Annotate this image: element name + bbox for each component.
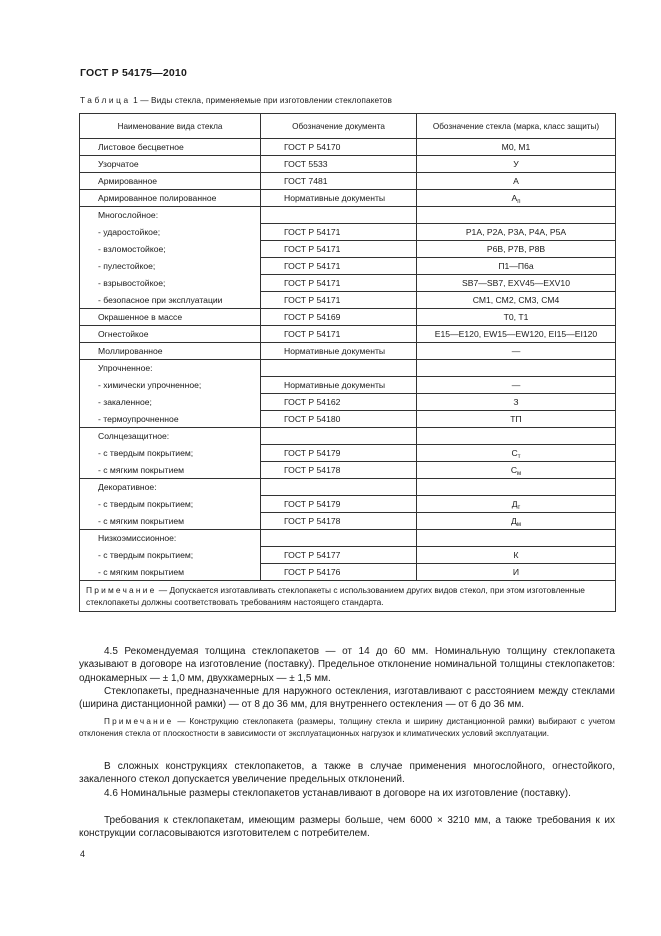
table-group-row: Упрочненное: (80, 360, 616, 377)
table-row: - с мягким покрытием ГОСТ Р 54176 И (80, 564, 616, 581)
table-note-row (80, 581, 616, 612)
table-row: Узорчатое ГОСТ 5533 У (80, 156, 616, 173)
table-row: - взрывостойкое; ГОСТ Р 54171 SB7—SB7, EXV45—EXV10 (80, 275, 616, 292)
table-row: - взломостойкое; ГОСТ Р 54171 P6B, P7B, P8B (80, 241, 616, 258)
table-header-row (80, 114, 616, 139)
table-row: - ударостойкое; ГОСТ Р 54171 P1A, P2A, P3A, P4A, P5A (80, 224, 616, 241)
table-row: Армированное полированное Нормативные документы $А_п$ (80, 190, 616, 207)
table-row: - с мягким покрытием ГОСТ Р 54178 $Д_м$ (80, 513, 616, 530)
table-row: - с твердым покрытием; ГОСТ Р 54179 $Д_т$ (80, 496, 616, 513)
note-paragraph: Примечание — Конструкцию стеклопакета (размеры, толщину стекла и ширину дистанционной рамки) выбирают с учетом отклонения стекла от плоскостности в зависимости от эксплуатационных нагрузок и климатических условий эксплуатации. (79, 717, 615, 738)
table-row: - химически упрочненное; Нормативные документы — (80, 377, 616, 394)
table-group-row: Многослойное: (80, 207, 616, 224)
caption-text: 1 — Виды стекла, применяемые при изготовлении стеклопакетов (130, 95, 392, 105)
column-header: Наименование вида стекла (80, 114, 261, 139)
table-row: - с мягким покрытием ГОСТ Р 54178 $С_м$ (80, 462, 616, 479)
table-row: - безопасное при эксплуатации ГОСТ Р 54171 СМ1, СМ2, СМ3, СМ4 (80, 292, 616, 309)
paragraph-large-sizes: Требования к стеклопакетам, имеющим размеры больше, чем 6000 × 3210 мм, а также требования к их конструкции согласовываются изготовителем с потребителем. (79, 815, 615, 840)
table-note: Примечание — Допускается изготавливать стеклопакеты с использованием других видов стекол, при этом изготовленные стеклопакеты должны соответствовать требованиям настоящего стандарта. (80, 581, 616, 612)
paragraph-4-5-spacing: Стеклопакеты, предназначенные для наружного остекления, изготавливают с расстоянием между стеклами (ширина дистанционной рамки) — от 8 до 36 мм, для внутреннего остекления — от 6 до 36 мм. (79, 686, 615, 711)
table-row: - пулестойкое; ГОСТ Р 54171 П1—П6а (80, 258, 616, 275)
caption-label: Таблица (80, 95, 131, 105)
table-row: Армированное ГОСТ 7481 А (80, 173, 616, 190)
glass-types-table (79, 113, 616, 612)
table-row: Окрашенное в массе ГОСТ Р 54169 Т0, Т1 (80, 309, 616, 326)
table-row: Огнестойкое ГОСТ Р 54171 Е15—Е120, EW15—EW120, EI15—EI120 (80, 326, 616, 343)
paragraph-complex-constructions: В сложных конструкциях стеклопакетов, а также в случае применения многослойного, огнестойкого, закаленного стекол допускается увеличение предельных отклонений. (79, 761, 615, 786)
document-header: ГОСТ Р 54175—2010 (80, 67, 188, 79)
table-row: - закаленное; ГОСТ Р 54162 З (80, 394, 616, 411)
table-group-row: Декоративное: (80, 479, 616, 496)
table-group-row: Солнцезащитное: (80, 428, 616, 445)
table-row: Моллированное Нормативные документы — (80, 343, 616, 360)
paragraph-4-5: 4.5 Рекомендуемая толщина стеклопакетов — от 14 до 60 мм. Номинальную толщину стеклопакета указывают в договоре на изготовление (поставку). Предельное отклонение номинальной толщины стеклопакетов: однокамерных — ± 1,0 мм, двухкамерных — ± 1,5 мм. (79, 646, 615, 684)
table-row: - термоупрочненное ГОСТ Р 54180 ТП (80, 411, 616, 428)
column-header: Обозначение документа (261, 114, 417, 139)
table-group-row: Низкоэмиссионное: (80, 530, 616, 547)
table-row: - с твердым покрытием; ГОСТ Р 54177 К (80, 547, 616, 564)
table-caption (80, 95, 392, 105)
table-row: - с твердым покрытием; ГОСТ Р 54179 $С_т$ (80, 445, 616, 462)
table-row: Листовое бесцветное ГОСТ Р 54170 М0, М1 (80, 139, 616, 156)
paragraph-4-6: 4.6 Номинальные размеры стеклопакетов устанавливают в договоре на их изготовление (поставку). (104, 788, 571, 799)
page-number: 4 (80, 849, 86, 859)
column-header: Обозначение стекла (марка, класс защиты) (417, 114, 616, 139)
